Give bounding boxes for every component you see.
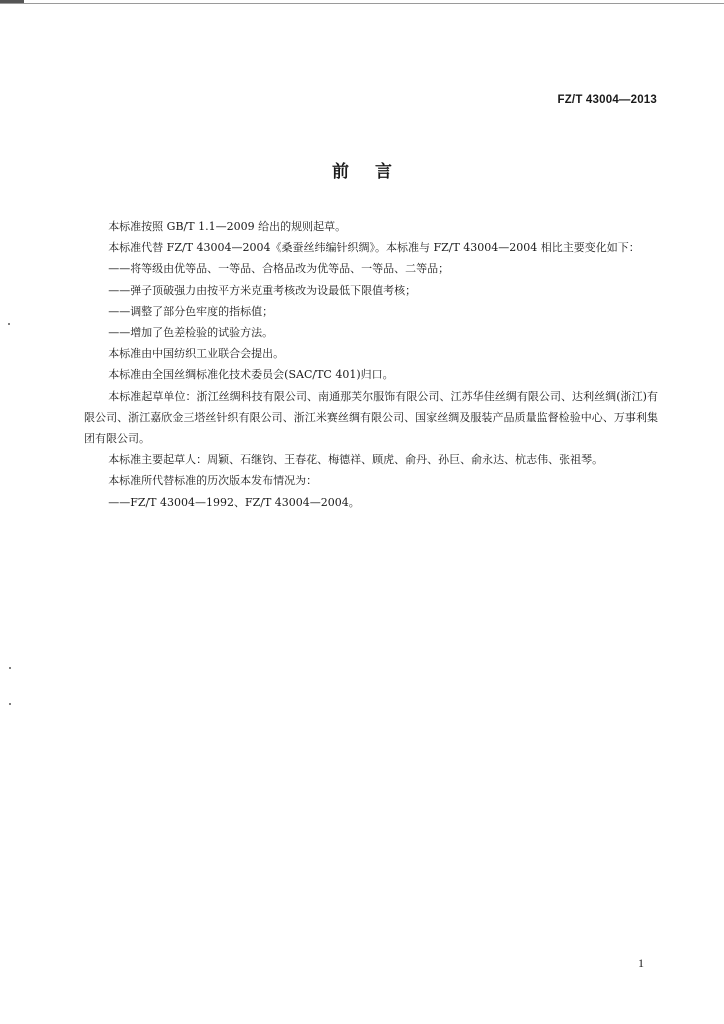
scan-speck [9,667,11,669]
list-item: ——FZ/T 43004—1992、FZ/T 43004—2004。 [108,495,360,509]
paragraph: 本标准起草单位：浙江丝绸科技有限公司、南通那芙尔服饰有限公司、江苏华佳丝绸有限公司、达利丝绸(浙江)有限公司、浙江嘉欣金三塔丝针织有限公司、浙江米赛丝绸有限公司、国家丝绸及服装产品质量监督检验中心、万事利集团有限公司。 [84,389,658,446]
page-number: 1 [638,956,644,970]
paragraph: 本标准由中国纺织工业联合会提出。 [108,347,285,361]
top-border-line [0,3,724,4]
scan-speck [9,703,11,705]
paragraph: 本标准所代替标准的历次版本发布情况为： [108,474,318,488]
list-item: ——将等级由优等品、一等品、合格品改为优等品、一等品、二等品； [108,262,450,276]
paragraph: 本标准按照 GB/T 1.1—2009 给出的规则起草。 [108,220,347,233]
paragraph: 本标准主要起草人：周颖、石继钧、王春花、梅德祥、顾虎、俞丹、孙巨、俞永达、杭志伟、张祖琴。 [108,453,604,467]
list-item: ——弹子顶破强力由按平方米克重考核改为设最低下限值考核； [108,283,417,297]
paragraph: 本标准由全国丝绸标准化技术委员会(SAC/TC 401)归口。 [108,368,394,382]
top-border-mark [0,0,24,3]
list-item: ——增加了色差检验的试验方法。 [108,326,274,340]
paragraph: 本标准代替 FZ/T 43004—2004《桑蚕丝纬编针织绸》。本标准与 FZ/T 43004—2004 相比主要变化如下： [108,241,640,255]
list-item: ——调整了部分色牢度的指标值； [108,304,274,318]
scan-speck [8,323,10,325]
page-title: 前言 [332,162,418,182]
document-code: FZ/T 43004—2013 [557,94,657,106]
foreword-body [84,216,658,513]
